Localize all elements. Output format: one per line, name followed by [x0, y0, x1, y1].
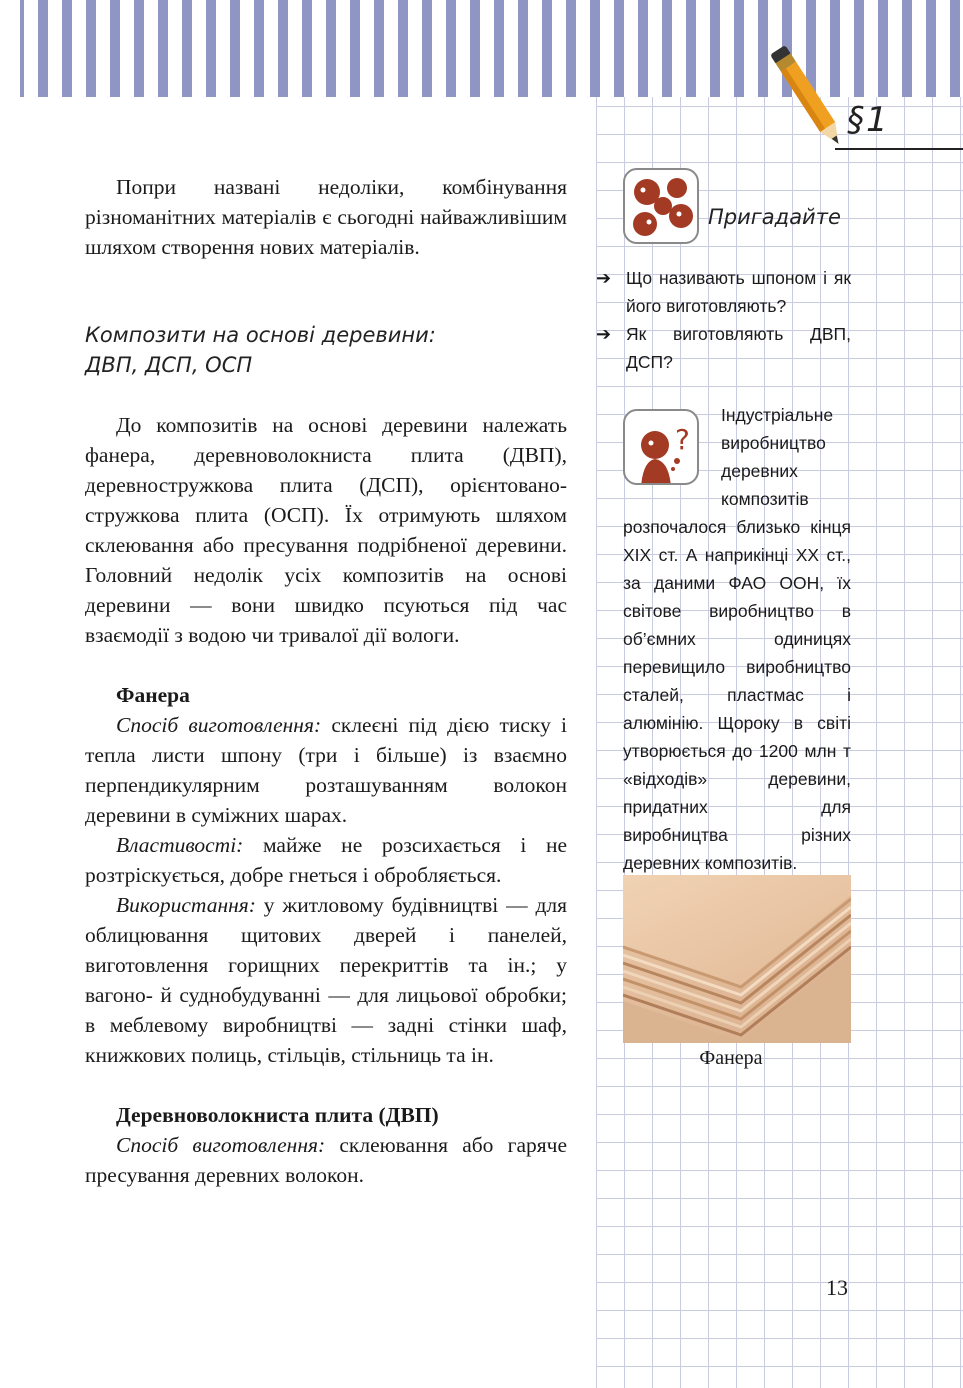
plywood-photo [623, 875, 851, 1043]
section-title [85, 320, 567, 380]
remember-icon [623, 168, 699, 244]
intro-paragraph: Попри названі недоліки, комбінування різноманітних матеріалів є сьогодні найважливішим шляхом створення нових матеріалів. [85, 175, 567, 259]
main-column [85, 172, 567, 1190]
photo-caption: Фанера [699, 1047, 763, 1069]
fact-box [623, 401, 851, 877]
plywood-method-text: склеєні під дією тиску і тепла листи шпону (три і більше) із взаємно перпендикулярним розташуванням волокон деревини в суміжних шарах. [85, 713, 567, 827]
question-text: Як виготовляють ДВП, ДСП? [626, 324, 851, 372]
section-paragraph: До композитів на основі деревини належать фанера, деревноволокниста плита (ДВП), деревностружкова плита (ДСП), орієнтовано-стружкова плита (ОСП). Їх отримують шляхом склеювання або пресування подрібненої деревини. Головний недолік усіх композитів на основі деревини — вони швидко псуються під час взаємодії з водою чи тривалої дії вологи. [85, 413, 567, 647]
remember-title: Пригадайте [708, 205, 841, 229]
arrow-right-icon: ➔ [596, 268, 612, 288]
plywood-props-label: Властивості: [116, 833, 244, 857]
pencil-icon [770, 38, 850, 158]
plywood-use-label: Використання: [116, 893, 256, 917]
question-text: Що називають шпоном і як його виготовляють? [626, 268, 851, 316]
plywood-method [85, 710, 567, 830]
fiberboard-heading: Деревноволокниста плита (ДВП) [116, 1103, 439, 1127]
plywood-heading: Фанера [116, 683, 190, 707]
section-title-line2: ДВП, ДСП, ОСП [85, 353, 253, 377]
arrow-right-icon: ➔ [596, 324, 612, 344]
page-number: 13 [826, 1275, 848, 1300]
section-mark-underline [835, 148, 963, 150]
fact-text: Індустріальне виробництво деревних композитів розпочалося близько кінця XIX ст. А наприкінці XX ст., за даними ФАО ООН, їх світове виробництво в об’ємних одиницях перевищило виробництво сталей, пластмас і алюмінію. Щороку в світі утворюється до 1200 млн т «відходів» деревини, придатних для виробництва різних деревних композитів. [623, 405, 851, 873]
plywood-use [85, 890, 567, 1070]
plywood-properties [85, 830, 567, 890]
question-item [596, 320, 851, 376]
fact-icon-spacer [623, 401, 721, 513]
plywood-method-label: Спосіб виготовлення: [116, 713, 322, 737]
remember-questions [596, 264, 851, 376]
svg-text:?: ? [675, 423, 690, 456]
thinking-icon [623, 409, 699, 485]
question-item [596, 264, 851, 320]
plywood-props-text: майже не розсихається і не розтріскується, добре гнеться і обробляється. [85, 833, 567, 887]
fiberboard-method-text: склеювання або гаряче пресування деревних волокон. [85, 1133, 567, 1187]
fiberboard-method [85, 1130, 567, 1190]
plywood-use-text: у житловому будівництві — для облицювання щитових дверей і панелей, виготовлення горищних перекриттів та ін.; у вагоно- й суднобудуванні — для лицьової обробки; в меблевому виробництві — задні стінки шаф, книжкових полиць, стільців, стільниць та ін. [85, 893, 567, 1067]
section-title-line1: Композити на основі деревини: [85, 323, 436, 347]
section-mark: §1 [847, 100, 890, 140]
fiberboard-method-label: Спосіб виготовлення: [116, 1133, 326, 1157]
